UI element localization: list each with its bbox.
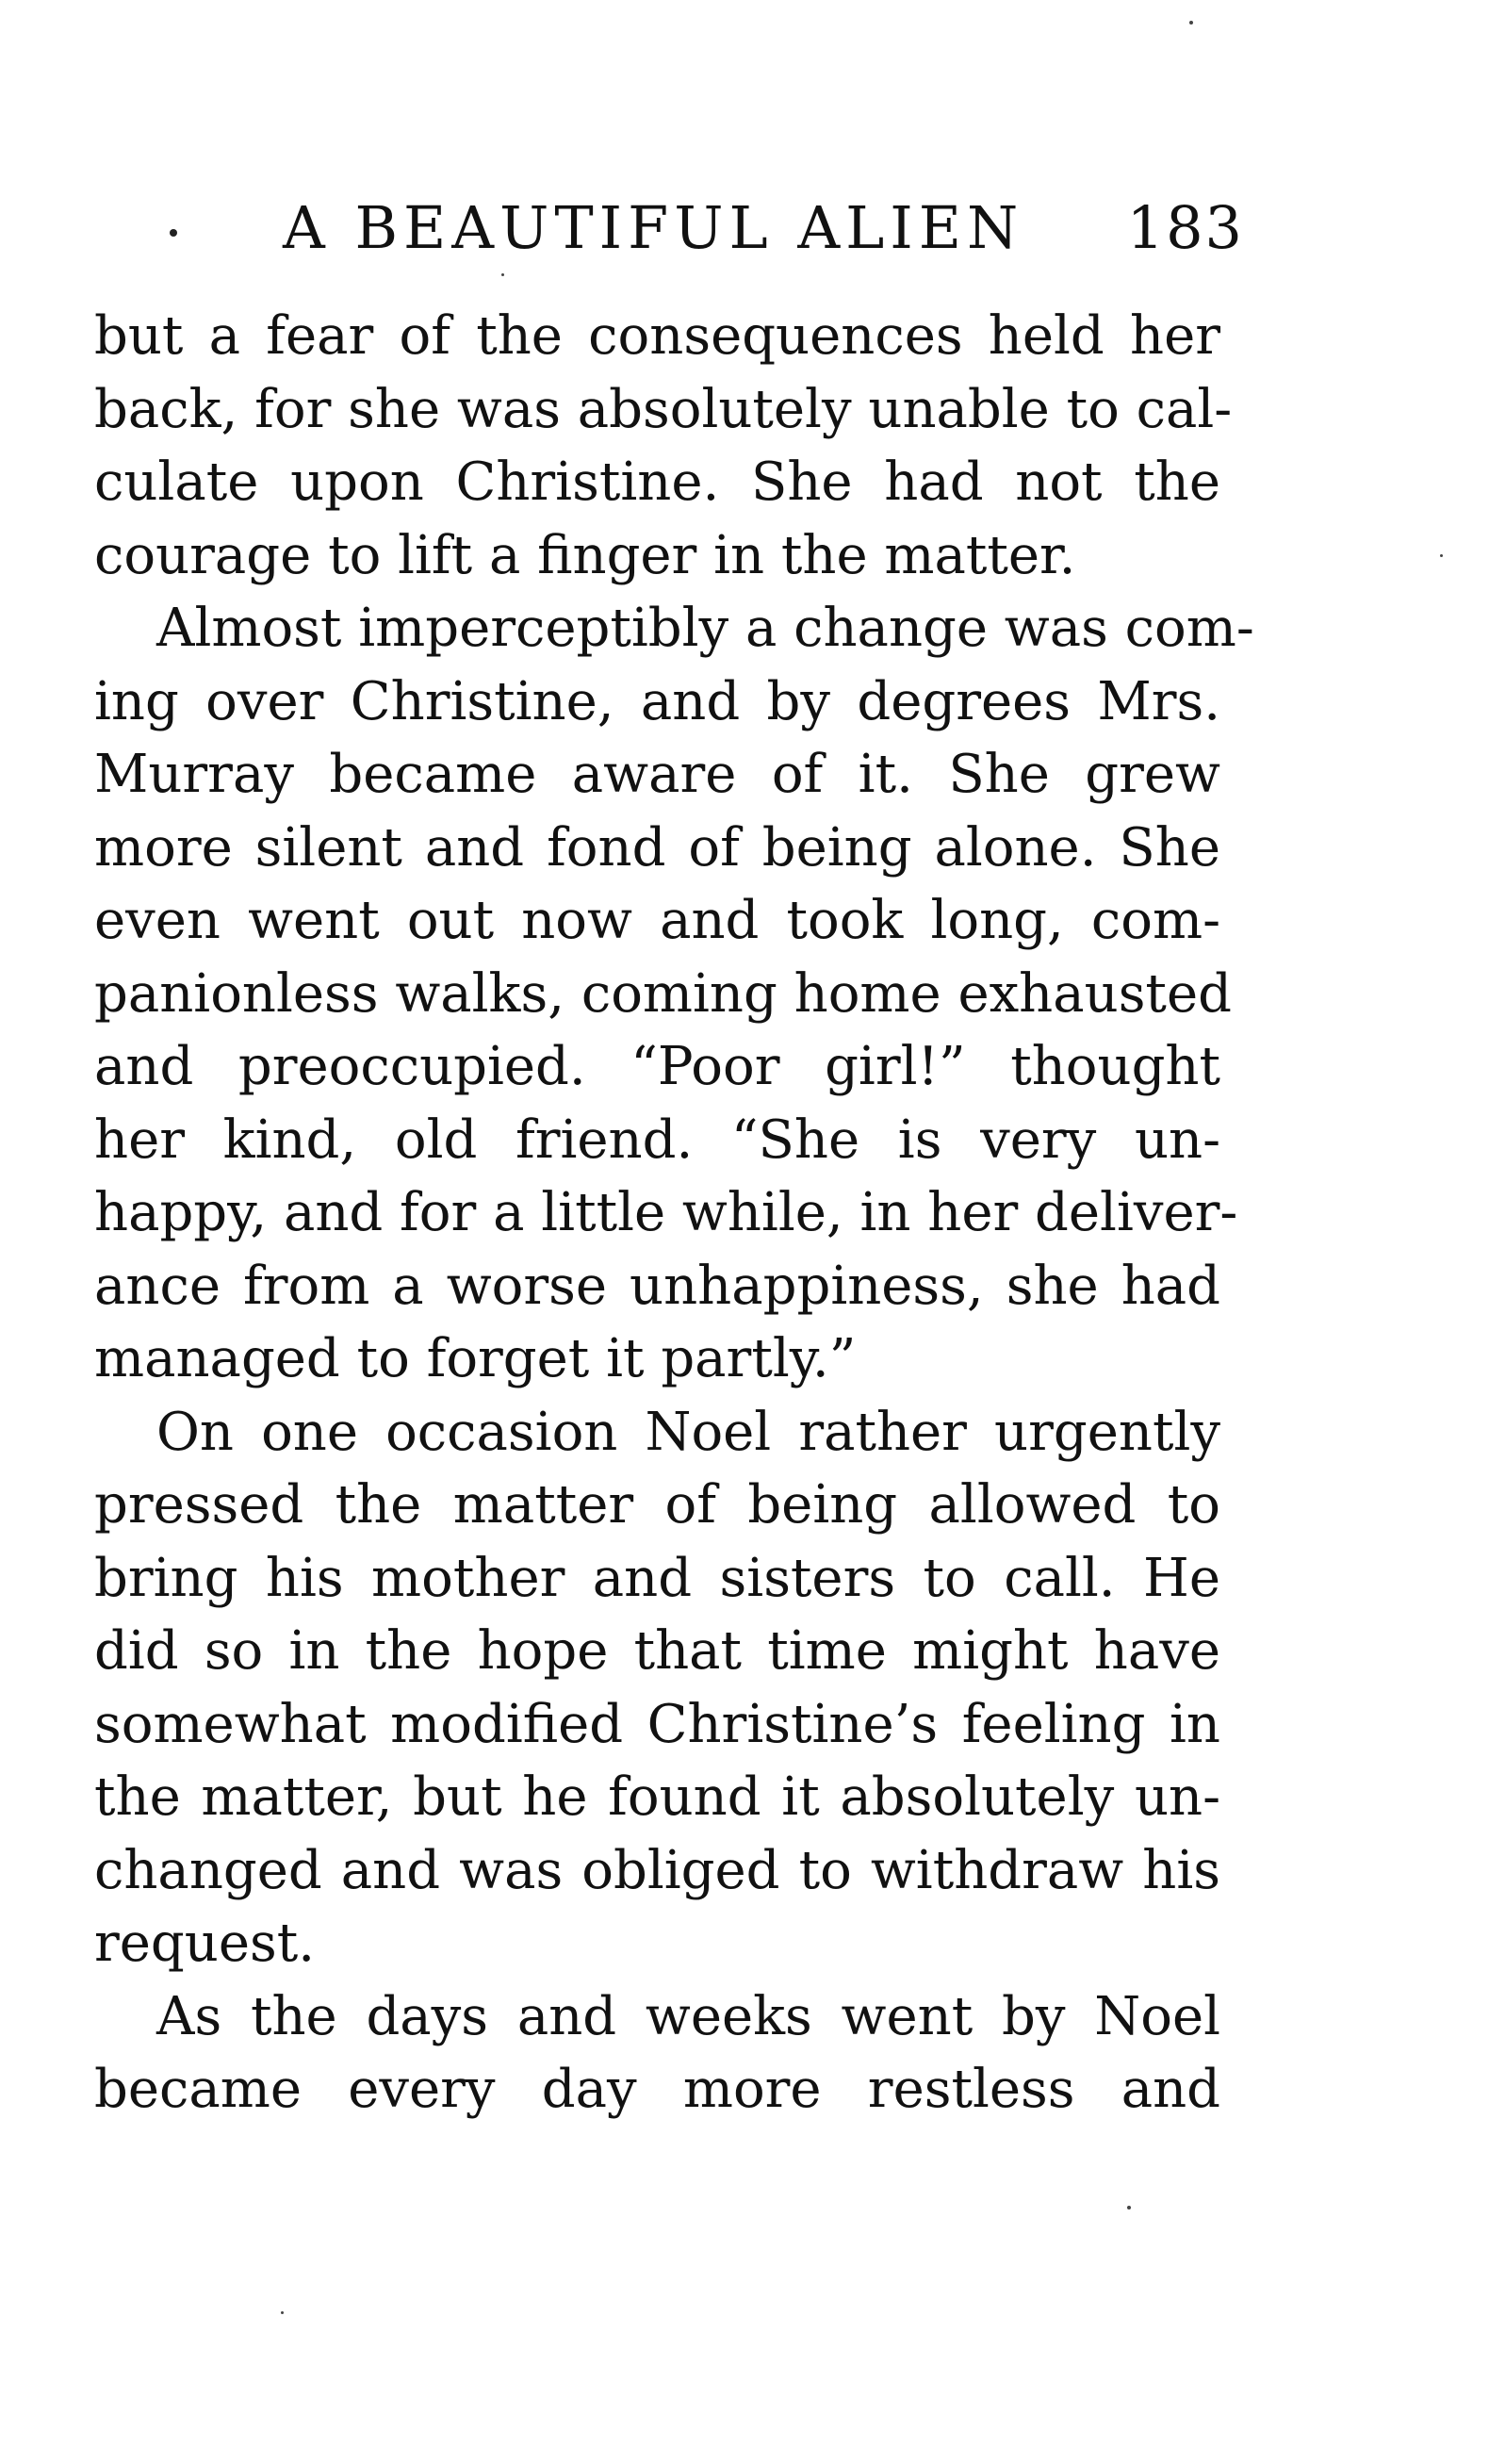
text-line: request. [94, 1913, 316, 1974]
body-text [94, 300, 1254, 2127]
text-line: courage to lift a finger in the matter. [94, 524, 1076, 586]
text-line: did so in the hope that time might have [94, 1620, 1220, 1682]
text-line: back, for she was absolutely unable to cal- [94, 378, 1233, 440]
text-line: panionless walks, coming home exhausted [94, 962, 1232, 1025]
paper-speck [501, 273, 504, 276]
paper-speck [1189, 21, 1193, 25]
text-line: On one occasion Noel rather urgently [156, 1401, 1220, 1463]
text-line: happy, and for a little while, in her deliver- [94, 1182, 1238, 1243]
header-dot-mark [170, 229, 177, 237]
running-header [170, 193, 1244, 262]
text-line: and preoccupied. “Poor girl!” thought [94, 1036, 1220, 1097]
text-line: Murray became aware of it. She grew [94, 744, 1220, 805]
text-line: ing over Christine, and by degrees Mrs. [94, 670, 1220, 732]
text-line: Almost imperceptibly a change was com- [156, 598, 1254, 659]
running-title: A BEAUTIFUL ALIEN [283, 193, 1024, 262]
text-line: pressed the matter of being allowed to [94, 1474, 1220, 1536]
text-line: bring his mother and sisters to call. He [94, 1547, 1220, 1609]
text-line: managed to forget it partly.” [94, 1328, 857, 1389]
text-line: the matter, but he found it absolutely un- [94, 1766, 1220, 1828]
paper-speck [1440, 554, 1443, 557]
paper-speck [281, 2311, 284, 2314]
text-line: more silent and fond of being alone. She [94, 816, 1220, 879]
text-line: became every day more restless and [94, 2059, 1220, 2120]
text-line: even went out now and took long, com- [94, 890, 1220, 951]
text-line: ance from a worse unhappiness, she had [94, 1255, 1220, 1317]
paper-speck [1127, 2206, 1131, 2209]
text-line: her kind, old friend. “She is very un- [94, 1109, 1220, 1171]
text-line: As the days and weeks went by Noel [156, 1985, 1220, 2047]
page-number: 183 [1126, 193, 1244, 262]
text-line: somewhat modified Christine’s feeling in [94, 1693, 1220, 1755]
text-line: changed and was obliged to withdraw his [94, 1839, 1220, 1901]
text-line: but a fear of the consequences held her [94, 305, 1220, 367]
text-line: culate upon Christine. She had not the [94, 452, 1220, 513]
